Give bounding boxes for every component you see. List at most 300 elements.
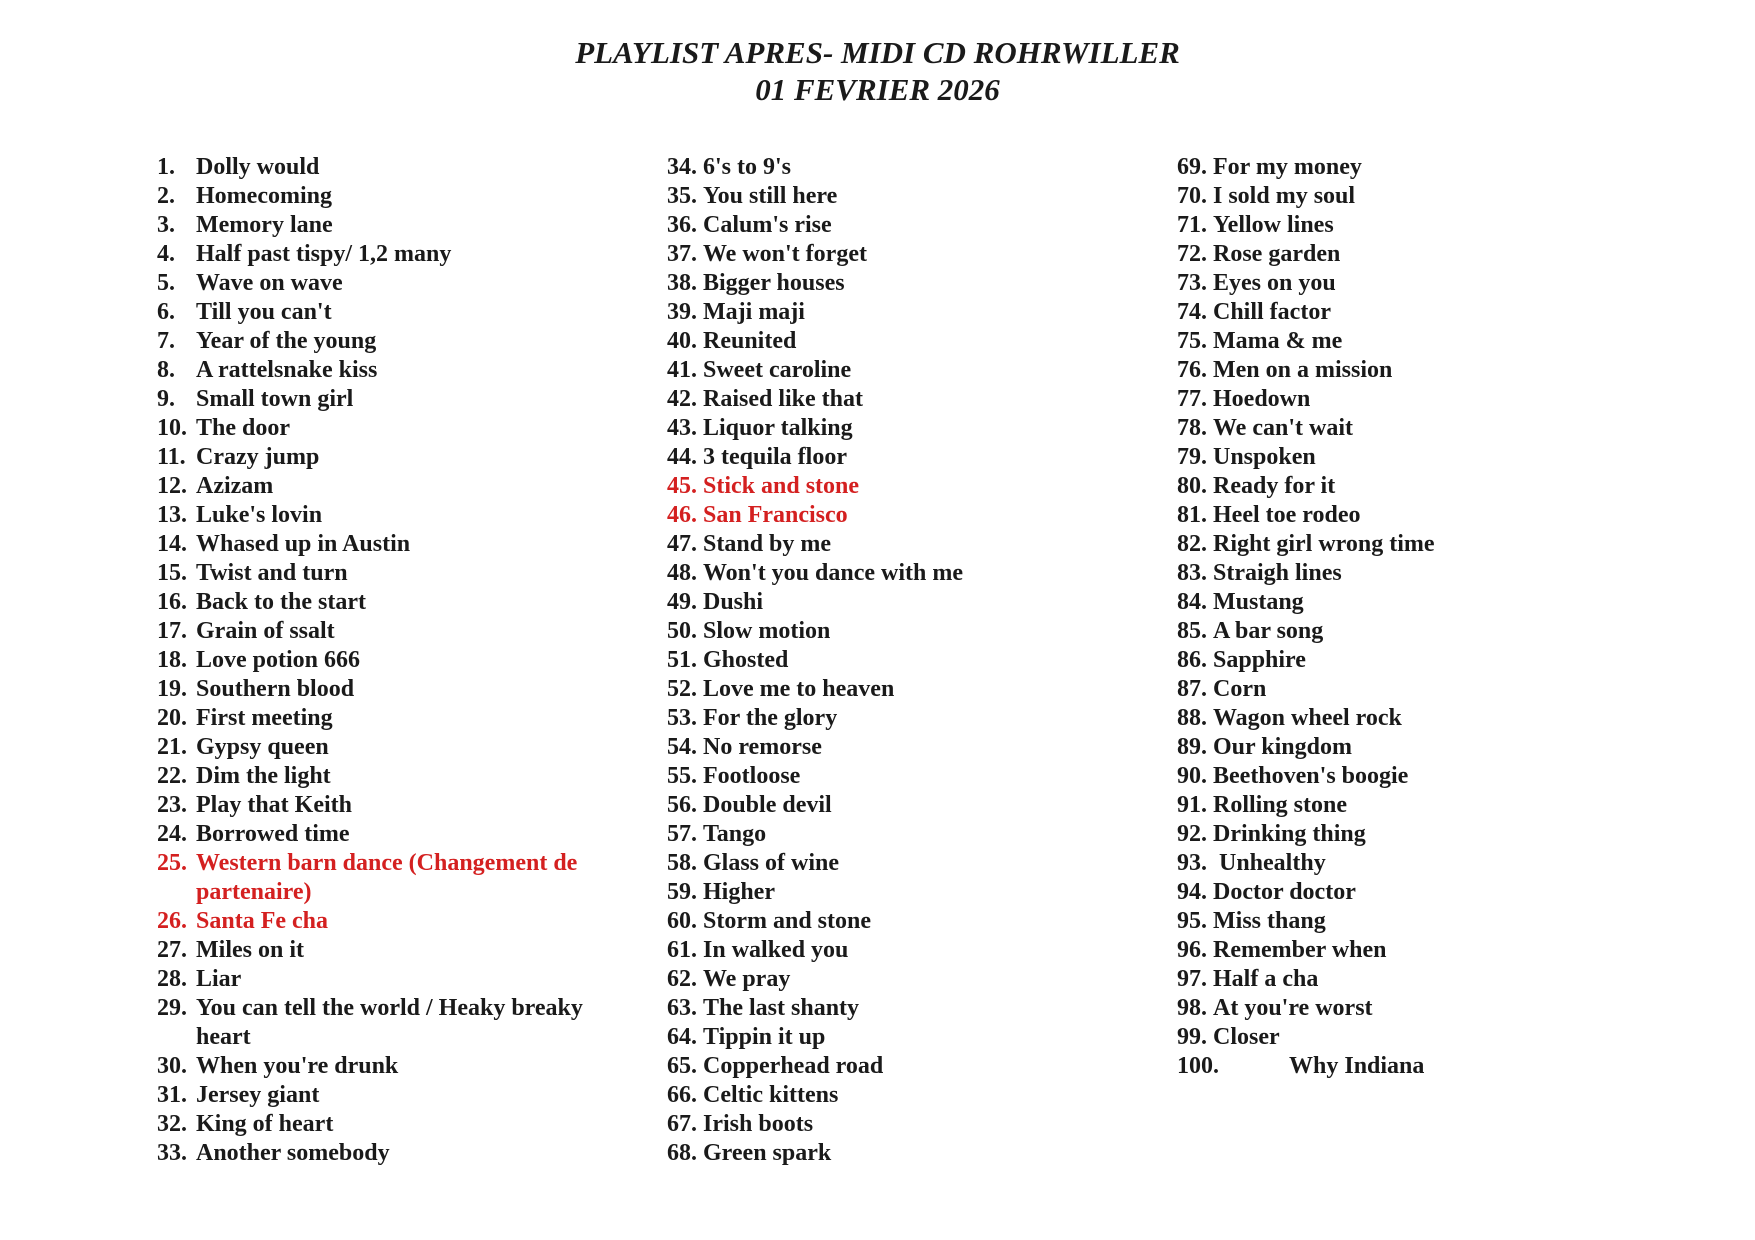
- playlist-item-number: 45.: [667, 473, 697, 499]
- playlist-item-number: 23.: [157, 792, 187, 818]
- playlist-item-title: San Francisco: [703, 502, 848, 528]
- playlist-item-number: 79.: [1177, 444, 1207, 470]
- playlist-item-number: 73.: [1177, 270, 1207, 296]
- playlist-item-title: Southern blood: [196, 676, 355, 702]
- playlist-item: [157, 327, 617, 356]
- playlist-item-title: Half a cha: [1213, 966, 1319, 992]
- playlist-item-title: Luke's lovin: [196, 502, 323, 528]
- playlist-item-number: 65.: [667, 1053, 697, 1079]
- playlist-item-title: We can't wait: [1213, 415, 1353, 441]
- playlist-item-number: 51.: [667, 647, 697, 673]
- playlist-item-title: 6's to 9's: [703, 154, 792, 180]
- playlist-item: [667, 443, 1127, 472]
- playlist-item: [1177, 994, 1637, 1023]
- playlist-item-number: 82.: [1177, 531, 1207, 557]
- playlist-item-number: 64.: [667, 1024, 697, 1050]
- playlist-item: [1177, 414, 1637, 443]
- playlist-item-number: 100.: [1177, 1053, 1219, 1079]
- playlist-item-title: Wagon wheel rock: [1213, 705, 1402, 731]
- playlist-item-title: Dim the light: [196, 763, 331, 789]
- playlist-item: [667, 849, 1127, 878]
- playlist-item: [667, 385, 1127, 414]
- playlist-item: [157, 849, 617, 907]
- page-title: PLAYLIST APRES- MIDI CD ROHRWILLER: [575, 35, 1180, 70]
- playlist-item: [157, 530, 617, 559]
- playlist-item-number: 74.: [1177, 299, 1207, 325]
- playlist-item-title: Stick and stone: [703, 473, 860, 499]
- playlist-item: [667, 530, 1127, 559]
- playlist-item-title: You still here: [703, 183, 838, 209]
- playlist-item-title: Santa Fe cha: [196, 908, 328, 934]
- playlist-item: [1177, 211, 1637, 240]
- playlist-item-title: Drinking thing: [1213, 821, 1366, 847]
- playlist-item-title: Straigh lines: [1213, 560, 1342, 586]
- playlist-item: [157, 414, 617, 443]
- playlist-item-number: 33.: [157, 1140, 187, 1166]
- playlist-item-title: Another somebody: [196, 1140, 390, 1166]
- playlist-item: [157, 762, 617, 791]
- playlist-item-title: Irish boots: [703, 1111, 814, 1137]
- playlist-item-number: 16.: [157, 589, 187, 615]
- playlist-item: [157, 356, 617, 385]
- playlist-item-number: 29.: [157, 995, 187, 1021]
- playlist-item-number: 42.: [667, 386, 697, 412]
- playlist-item-number: 13.: [157, 502, 187, 528]
- playlist-item-number: 31.: [157, 1082, 187, 1108]
- playlist-item-number: 99.: [1177, 1024, 1207, 1050]
- playlist-item-title: Crazy jump: [196, 444, 320, 470]
- playlist-item: [667, 269, 1127, 298]
- playlist-item: [1177, 1023, 1637, 1052]
- playlist-item-number: 4.: [157, 241, 175, 267]
- playlist-item: [157, 675, 617, 704]
- playlist-item-title: The last shanty: [703, 995, 860, 1021]
- playlist-item-title: Miss thang: [1213, 908, 1326, 934]
- playlist-item-number: 37.: [667, 241, 697, 267]
- playlist-item: [1177, 385, 1637, 414]
- playlist-item-number: 21.: [157, 734, 187, 760]
- playlist-item-number: 35.: [667, 183, 697, 209]
- playlist-item-number: 46.: [667, 502, 697, 528]
- playlist-item-number: 47.: [667, 531, 697, 557]
- playlist-item-title: Won't you dance with me: [703, 560, 964, 586]
- playlist-item-title: A bar song: [1213, 618, 1324, 644]
- playlist-item: [157, 501, 617, 530]
- playlist-item: [157, 472, 617, 501]
- playlist-item-number: 57.: [667, 821, 697, 847]
- playlist-item: [157, 269, 617, 298]
- playlist-item: [157, 588, 617, 617]
- playlist-item-number: 3.: [157, 212, 175, 238]
- playlist-item-title: Slow motion: [703, 618, 831, 644]
- playlist-item: [667, 211, 1127, 240]
- playlist-item-number: 24.: [157, 821, 187, 847]
- playlist-item-title: Unhealthy: [1213, 850, 1326, 876]
- playlist-item-title: Beethoven's boogie: [1213, 763, 1409, 789]
- playlist-item: [157, 211, 617, 240]
- playlist-item-number: 97.: [1177, 966, 1207, 992]
- playlist-item-title: First meeting: [196, 705, 333, 731]
- playlist-item: [667, 559, 1127, 588]
- playlist-item-number: 40.: [667, 328, 697, 354]
- playlist-item: [667, 588, 1127, 617]
- playlist-item: [1177, 501, 1637, 530]
- playlist-item-title: Ready for it: [1213, 473, 1336, 499]
- playlist-item: [667, 733, 1127, 762]
- playlist-item: [667, 327, 1127, 356]
- playlist-item-title: You can tell the world / Heaky breaky heart: [196, 995, 583, 1050]
- playlist-item-number: 77.: [1177, 386, 1207, 412]
- playlist-item: [667, 182, 1127, 211]
- playlist-item-title: Celtic kittens: [703, 1082, 839, 1108]
- playlist-item-title: Footloose: [703, 763, 801, 789]
- playlist-item: [157, 182, 617, 211]
- playlist-item-title: Calum's rise: [703, 212, 832, 238]
- playlist-item: [667, 1081, 1127, 1110]
- playlist-item-title: Small town girl: [196, 386, 354, 412]
- playlist-item-title: Copperhead road: [703, 1053, 884, 1079]
- playlist-item: [157, 443, 617, 472]
- playlist-item-title: We won't forget: [703, 241, 867, 267]
- playlist-item-number: 95.: [1177, 908, 1207, 934]
- playlist-item-number: 93.: [1177, 850, 1207, 876]
- playlist-item: [157, 385, 617, 414]
- playlist-item-number: 7.: [157, 328, 175, 354]
- playlist-item-number: 98.: [1177, 995, 1207, 1021]
- playlist-item: [157, 617, 617, 646]
- playlist-item: [667, 1023, 1127, 1052]
- playlist-item-number: 80.: [1177, 473, 1207, 499]
- playlist-item-title: Right girl wrong time: [1213, 531, 1435, 557]
- playlist-item-number: 43.: [667, 415, 697, 441]
- playlist-item: [157, 298, 617, 327]
- playlist-item: [157, 704, 617, 733]
- playlist-item-title: King of heart: [196, 1111, 334, 1137]
- playlist-item-number: 62.: [667, 966, 697, 992]
- playlist-item-number: 83.: [1177, 560, 1207, 586]
- playlist-item-number: 15.: [157, 560, 187, 586]
- playlist-item: [1177, 356, 1637, 385]
- playlist-item: [157, 907, 617, 936]
- playlist-item-title: Western barn dance (Changement de partenaire): [196, 850, 578, 905]
- playlist-item-title: Half past tispy/ 1,2 many: [196, 241, 452, 267]
- playlist-item: [1177, 472, 1637, 501]
- page-date: 01 FEVRIER 2026: [755, 72, 1000, 107]
- playlist-item-title: Mustang: [1213, 589, 1304, 615]
- playlist-item-number: 44.: [667, 444, 697, 470]
- playlist-item-title: Green spark: [703, 1140, 832, 1166]
- playlist-item-number: 91.: [1177, 792, 1207, 818]
- playlist-item-number: 52.: [667, 676, 697, 702]
- playlist-item-title: Wave on wave: [196, 270, 343, 296]
- playlist-item-title: Liar: [196, 966, 242, 992]
- playlist-item: [1177, 878, 1637, 907]
- playlist-item: [667, 298, 1127, 327]
- playlist-item: [157, 1139, 617, 1168]
- playlist-item-number: 25.: [157, 850, 187, 876]
- playlist-item-number: 19.: [157, 676, 187, 702]
- playlist-item: [1177, 559, 1637, 588]
- playlist-item: [1177, 849, 1637, 878]
- playlist-item-number: 81.: [1177, 502, 1207, 528]
- playlist-item: [1177, 269, 1637, 298]
- playlist-item: [1177, 240, 1637, 269]
- playlist-item-title: Azizam: [196, 473, 274, 499]
- playlist-item-title: Reunited: [703, 328, 797, 354]
- playlist-item: [1177, 965, 1637, 994]
- playlist-item: [1177, 443, 1637, 472]
- playlist-item-title: Maji maji: [703, 299, 805, 325]
- playlist-item-number: 66.: [667, 1082, 697, 1108]
- playlist-item-number: 59.: [667, 879, 697, 905]
- playlist-item-title: Dolly would: [196, 154, 320, 180]
- playlist-item-number: 55.: [667, 763, 697, 789]
- playlist-item-title: Year of the young: [196, 328, 377, 354]
- playlist-item-number: 56.: [667, 792, 697, 818]
- playlist-item-number: 36.: [667, 212, 697, 238]
- playlist-item-title: Love potion 666: [196, 647, 361, 673]
- playlist-item-number: 76.: [1177, 357, 1207, 383]
- playlist-item-title: Play that Keith: [196, 792, 352, 818]
- playlist-item-title: Heel toe rodeo: [1213, 502, 1361, 528]
- playlist-item-number: 60.: [667, 908, 697, 934]
- playlist-item-title: Remember when: [1213, 937, 1387, 963]
- playlist-item: [1177, 617, 1637, 646]
- playlist-item-title: Unspoken: [1213, 444, 1316, 470]
- playlist-item: [667, 356, 1127, 385]
- playlist-item-title: Storm and stone: [703, 908, 872, 934]
- playlist-item-number: 87.: [1177, 676, 1207, 702]
- playlist-item-number: 88.: [1177, 705, 1207, 731]
- playlist-item-title: Dushi: [703, 589, 764, 615]
- playlist-item: [667, 501, 1127, 530]
- playlist-item-number: 41.: [667, 357, 697, 383]
- playlist-item-number: 94.: [1177, 879, 1207, 905]
- playlist-item: [157, 1052, 617, 1081]
- playlist-item-number: 92.: [1177, 821, 1207, 847]
- playlist-item: [667, 965, 1127, 994]
- playlist-item: [157, 965, 617, 994]
- playlist-column-1: [157, 153, 617, 1168]
- playlist-item-number: 71.: [1177, 212, 1207, 238]
- playlist-item-number: 69.: [1177, 154, 1207, 180]
- playlist-item-title: Miles on it: [196, 937, 304, 963]
- playlist-item-title: The door: [196, 415, 291, 441]
- playlist-item-title: Twist and turn: [196, 560, 348, 586]
- playlist-item-title: Why Indiana: [1289, 1053, 1425, 1079]
- playlist-item: [1177, 704, 1637, 733]
- playlist-item-number: 1.: [157, 154, 175, 180]
- playlist-item-title: Till you can't: [196, 299, 332, 325]
- playlist-item-title: Memory lane: [196, 212, 333, 238]
- playlist-item-title: Raised like that: [703, 386, 864, 412]
- playlist-item: [1177, 820, 1637, 849]
- playlist-item-title: I sold my soul: [1213, 183, 1356, 209]
- playlist-item-title: For my money: [1213, 154, 1362, 180]
- playlist-item: [1177, 153, 1637, 182]
- playlist-item-title: 3 tequila floor: [703, 444, 847, 470]
- playlist-item-title: For the glory: [703, 705, 838, 731]
- playlist-item-number: 39.: [667, 299, 697, 325]
- playlist-item-number: 49.: [667, 589, 697, 615]
- playlist-item: [1177, 791, 1637, 820]
- page-header: [0, 34, 1755, 108]
- playlist-item-number: 48.: [667, 560, 697, 586]
- playlist-item-title: Borrowed time: [196, 821, 350, 847]
- playlist-item-number: 86.: [1177, 647, 1207, 673]
- playlist-item: [157, 559, 617, 588]
- playlist-item: [157, 994, 617, 1052]
- playlist-item-title: Chill factor: [1213, 299, 1331, 325]
- playlist-item-number: 38.: [667, 270, 697, 296]
- playlist-item: [157, 820, 617, 849]
- playlist-item: [667, 153, 1127, 182]
- playlist-item: [667, 646, 1127, 675]
- playlist-item-number: 22.: [157, 763, 187, 789]
- playlist-item-number: 32.: [157, 1111, 187, 1137]
- playlist-item-title: Mama & me: [1213, 328, 1343, 354]
- playlist-item: [157, 1110, 617, 1139]
- playlist-item-title: Tango: [703, 821, 767, 847]
- playlist-item: [157, 240, 617, 269]
- playlist-item-number: 14.: [157, 531, 187, 557]
- playlist-item: [667, 907, 1127, 936]
- playlist-item: [1177, 298, 1637, 327]
- playlist-item-title: Men on a mission: [1213, 357, 1393, 383]
- playlist-item-number: 18.: [157, 647, 187, 673]
- playlist-item-title: We pray: [703, 966, 791, 992]
- playlist-item-number: 20.: [157, 705, 187, 731]
- playlist-item: [157, 791, 617, 820]
- playlist-item-title: Jersey giant: [196, 1082, 320, 1108]
- playlist-item: [1177, 675, 1637, 704]
- playlist-item: [157, 646, 617, 675]
- playlist-item-number: 84.: [1177, 589, 1207, 615]
- playlist-item-number: 6.: [157, 299, 175, 325]
- playlist-column-2: [667, 153, 1127, 1168]
- playlist-item-title: Glass of wine: [703, 850, 840, 876]
- playlist-item-title: Back to the start: [196, 589, 366, 615]
- playlist-item: [157, 153, 617, 182]
- playlist-item-title: Our kingdom: [1213, 734, 1352, 760]
- playlist-item: [1177, 762, 1637, 791]
- playlist-item-number: 11.: [157, 444, 186, 470]
- playlist-item-title: Gypsy queen: [196, 734, 329, 760]
- playlist-item-number: 85.: [1177, 618, 1207, 644]
- playlist-item-number: 5.: [157, 270, 175, 296]
- playlist-item-title: Sapphire: [1213, 647, 1306, 673]
- playlist-item-number: 54.: [667, 734, 697, 760]
- playlist-item: [157, 936, 617, 965]
- playlist-item-title: Rolling stone: [1213, 792, 1348, 818]
- playlist-item-number: 63.: [667, 995, 697, 1021]
- playlist-item-number: 70.: [1177, 183, 1207, 209]
- playlist-item-title: Corn: [1213, 676, 1267, 702]
- playlist-item: [667, 791, 1127, 820]
- playlist-item-title: Whased up in Austin: [196, 531, 411, 557]
- playlist-item-title: Stand by me: [703, 531, 832, 557]
- playlist-item-number: 67.: [667, 1111, 697, 1137]
- playlist-item: [157, 733, 617, 762]
- playlist-item: [667, 617, 1127, 646]
- playlist-item-title: Homecoming: [196, 183, 332, 209]
- playlist-item-title: Tippin it up: [703, 1024, 826, 1050]
- playlist-item: [1177, 646, 1637, 675]
- playlist-item: [667, 704, 1127, 733]
- playlist-item-title: At you're worst: [1213, 995, 1373, 1021]
- playlist-item: [1177, 588, 1637, 617]
- playlist-item: [667, 878, 1127, 907]
- playlist-item-title: Ghosted: [703, 647, 789, 673]
- playlist-item-number: 2.: [157, 183, 175, 209]
- playlist-item-number: 68.: [667, 1140, 697, 1166]
- playlist-item-number: 89.: [1177, 734, 1207, 760]
- playlist-item-title: In walked you: [703, 937, 849, 963]
- playlist-item: [667, 414, 1127, 443]
- playlist-item: [667, 1052, 1127, 1081]
- playlist-item-title: Yellow lines: [1213, 212, 1334, 238]
- playlist-item-number: 8.: [157, 357, 175, 383]
- playlist-item-title: A rattelsnake kiss: [196, 357, 378, 383]
- playlist-item-title: Doctor doctor: [1213, 879, 1356, 905]
- playlist-item: [667, 994, 1127, 1023]
- playlist-item-number: 28.: [157, 966, 187, 992]
- playlist-item-number: 26.: [157, 908, 187, 934]
- playlist-item-number: 61.: [667, 937, 697, 963]
- playlist-item-title: Eyes on you: [1213, 270, 1336, 296]
- playlist-item-number: 17.: [157, 618, 187, 644]
- playlist-item-number: 96.: [1177, 937, 1207, 963]
- playlist-item: [667, 820, 1127, 849]
- playlist-item: [1177, 1052, 1637, 1081]
- playlist-item: [667, 1139, 1127, 1168]
- playlist-item: [1177, 327, 1637, 356]
- playlist-item-number: 50.: [667, 618, 697, 644]
- playlist-item-number: 10.: [157, 415, 187, 441]
- playlist-item-number: 78.: [1177, 415, 1207, 441]
- playlist-item: [667, 936, 1127, 965]
- playlist-item-title: Hoedown: [1213, 386, 1311, 412]
- playlist-item-title: Liquor talking: [703, 415, 853, 441]
- playlist-item: [667, 675, 1127, 704]
- playlist-item-title: Higher: [703, 879, 775, 905]
- playlist-item-number: 12.: [157, 473, 187, 499]
- playlist-item-number: 30.: [157, 1053, 187, 1079]
- playlist-item: [1177, 182, 1637, 211]
- playlist-item-title: Grain of ssalt: [196, 618, 335, 644]
- playlist-item-title: Sweet caroline: [703, 357, 852, 383]
- playlist-item-title: No remorse: [703, 734, 822, 760]
- playlist-item-number: 90.: [1177, 763, 1207, 789]
- playlist-item-title: Closer: [1213, 1024, 1280, 1050]
- playlist-column-3: [1177, 153, 1637, 1081]
- playlist-item: [667, 472, 1127, 501]
- playlist-item-title: Rose garden: [1213, 241, 1341, 267]
- playlist-item-number: 58.: [667, 850, 697, 876]
- playlist-item: [1177, 733, 1637, 762]
- playlist-item-title: Bigger houses: [703, 270, 845, 296]
- playlist-item: [1177, 936, 1637, 965]
- playlist-item: [157, 1081, 617, 1110]
- playlist-item: [667, 762, 1127, 791]
- playlist-item-number: 72.: [1177, 241, 1207, 267]
- playlist-item-title: Double devil: [703, 792, 832, 818]
- playlist-item-number: 27.: [157, 937, 187, 963]
- playlist-item-title: When you're drunk: [196, 1053, 399, 1079]
- playlist-item-title: Love me to heaven: [703, 676, 895, 702]
- playlist-item-number: 9.: [157, 386, 175, 412]
- playlist-item-number: 75.: [1177, 328, 1207, 354]
